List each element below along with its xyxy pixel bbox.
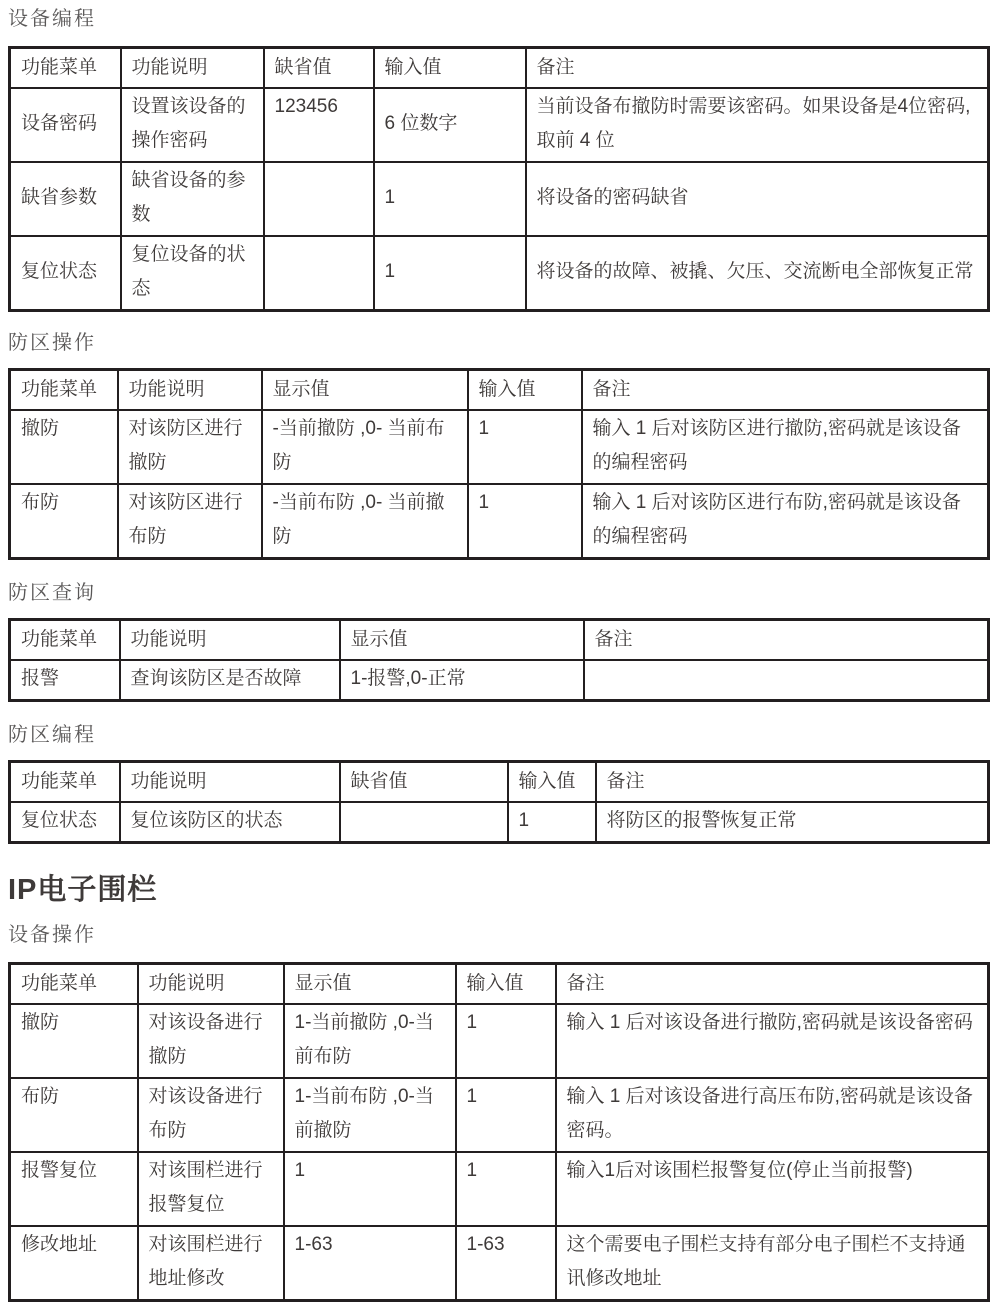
table-row xyxy=(10,802,989,843)
column-header: 功能说明 xyxy=(121,48,264,89)
section-heading: 防区操作 xyxy=(8,332,96,354)
column-header: 功能菜单 xyxy=(10,370,118,411)
table-cell: 这个需要电子围栏支持有部分电子围栏不支持通讯修改地址 xyxy=(556,1226,989,1301)
table-cell: 1-当前布防 ,0-当前撤防 xyxy=(284,1078,456,1152)
table-cell: 缺省参数 xyxy=(10,162,121,236)
table-cell: 对该设备进行布防 xyxy=(138,1078,284,1152)
table-cell: 将设备的故障、被撬、欠压、交流断电全部恢复正常 xyxy=(526,236,989,311)
table-cell: 1 xyxy=(508,802,596,843)
table-cell: 对该围栏进行报警复位 xyxy=(138,1152,284,1226)
table-cell: 1 xyxy=(284,1152,456,1226)
table-cell: 撤防 xyxy=(10,410,118,484)
function-table xyxy=(8,618,990,702)
table-cell: 设置该设备的操作密码 xyxy=(121,88,264,162)
column-header: 功能菜单 xyxy=(10,48,121,89)
section-heading: 防区编程 xyxy=(8,724,96,746)
column-header: 输入值 xyxy=(508,762,596,803)
table-cell: 复位状态 xyxy=(10,802,120,843)
table-cell xyxy=(264,236,374,311)
table-cell: -当前撤防 ,0- 当前布防 xyxy=(262,410,468,484)
table-row xyxy=(10,1004,989,1078)
table-cell: 撤防 xyxy=(10,1004,138,1078)
table-cell: 1 xyxy=(468,410,582,484)
table-cell: 6 位数字 xyxy=(374,88,526,162)
table-header-row xyxy=(10,620,989,661)
table-cell: 对该围栏进行地址修改 xyxy=(138,1226,284,1301)
table-cell: 输入 1 后对该设备进行撤防,密码就是该设备密码 xyxy=(556,1004,989,1078)
section-heading: 设备操作 xyxy=(8,924,96,946)
column-header: 缺省值 xyxy=(340,762,508,803)
table-cell xyxy=(340,802,508,843)
main-heading: IP电子围栏 xyxy=(8,874,158,906)
table-cell: 复位该防区的状态 xyxy=(120,802,340,843)
table-cell: 123456 xyxy=(264,88,374,162)
table-cell: 报警 xyxy=(10,660,120,701)
table-cell: 对该设备进行撤防 xyxy=(138,1004,284,1078)
column-header: 功能说明 xyxy=(120,620,340,661)
table-cell: 1 xyxy=(468,484,582,559)
table-cell: 输入 1 后对该防区进行布防,密码就是该设备的编程密码 xyxy=(582,484,989,559)
table-cell: 缺省设备的参数 xyxy=(121,162,264,236)
section-heading: 防区查询 xyxy=(8,582,96,604)
table-header-row xyxy=(10,964,989,1005)
function-table xyxy=(8,46,990,312)
table-cell: 复位状态 xyxy=(10,236,121,311)
column-header: 输入值 xyxy=(456,964,556,1005)
column-header: 功能说明 xyxy=(118,370,262,411)
table-cell: 查询该防区是否故障 xyxy=(120,660,340,701)
table-cell: 当前设备布撤防时需要该密码。如果设备是4位密码,取前 4 位 xyxy=(526,88,989,162)
table-cell: 输入1后对该围栏报警复位(停止当前报警) xyxy=(556,1152,989,1226)
column-header: 备注 xyxy=(596,762,989,803)
column-header: 功能菜单 xyxy=(10,964,138,1005)
table-header-row xyxy=(10,48,989,89)
table-cell: 设备密码 xyxy=(10,88,121,162)
function-table xyxy=(8,760,990,844)
section-heading: 设备编程 xyxy=(8,8,96,30)
table-row xyxy=(10,88,989,162)
table-cell: -当前布防 ,0- 当前撤防 xyxy=(262,484,468,559)
column-header: 缺省值 xyxy=(264,48,374,89)
table-cell: 1 xyxy=(374,236,526,311)
column-header: 显示值 xyxy=(340,620,584,661)
table-cell: 报警复位 xyxy=(10,1152,138,1226)
table-cell: 对该防区进行布防 xyxy=(118,484,262,559)
table-cell: 输入 1 后对该防区进行撤防,密码就是该设备的编程密码 xyxy=(582,410,989,484)
column-header: 功能菜单 xyxy=(10,620,120,661)
table-cell: 布防 xyxy=(10,1078,138,1152)
column-header: 功能说明 xyxy=(120,762,340,803)
function-table xyxy=(8,962,990,1302)
column-header: 显示值 xyxy=(284,964,456,1005)
table-cell: 布防 xyxy=(10,484,118,559)
column-header: 输入值 xyxy=(374,48,526,89)
table-cell: 将设备的密码缺省 xyxy=(526,162,989,236)
column-header: 显示值 xyxy=(262,370,468,411)
table-cell xyxy=(584,660,989,701)
table-row xyxy=(10,1152,989,1226)
table-header-row xyxy=(10,762,989,803)
table-row xyxy=(10,484,989,559)
table-cell: 复位设备的状态 xyxy=(121,236,264,311)
column-header: 输入值 xyxy=(468,370,582,411)
table-row xyxy=(10,1078,989,1152)
table-cell: 1 xyxy=(456,1078,556,1152)
table-cell: 将防区的报警恢复正常 xyxy=(596,802,989,843)
column-header: 备注 xyxy=(582,370,989,411)
table-row xyxy=(10,660,989,701)
table-cell: 修改地址 xyxy=(10,1226,138,1301)
table-cell xyxy=(264,162,374,236)
table-cell: 对该防区进行撤防 xyxy=(118,410,262,484)
column-header: 备注 xyxy=(584,620,989,661)
table-cell: 1-当前撤防 ,0-当前布防 xyxy=(284,1004,456,1078)
table-cell: 1 xyxy=(456,1152,556,1226)
table-cell: 1-63 xyxy=(456,1226,556,1301)
function-table xyxy=(8,368,990,560)
column-header: 备注 xyxy=(556,964,989,1005)
column-header: 备注 xyxy=(526,48,989,89)
table-row xyxy=(10,410,989,484)
table-cell: 1 xyxy=(374,162,526,236)
column-header: 功能说明 xyxy=(138,964,284,1005)
table-row xyxy=(10,162,989,236)
column-header: 功能菜单 xyxy=(10,762,120,803)
table-cell: 1 xyxy=(456,1004,556,1078)
table-row xyxy=(10,1226,989,1301)
table-header-row xyxy=(10,370,989,411)
table-cell: 输入 1 后对该设备进行高压布防,密码就是该设备密码。 xyxy=(556,1078,989,1152)
table-cell: 1-63 xyxy=(284,1226,456,1301)
table-cell: 1-报警,0-正常 xyxy=(340,660,584,701)
table-row xyxy=(10,236,989,311)
